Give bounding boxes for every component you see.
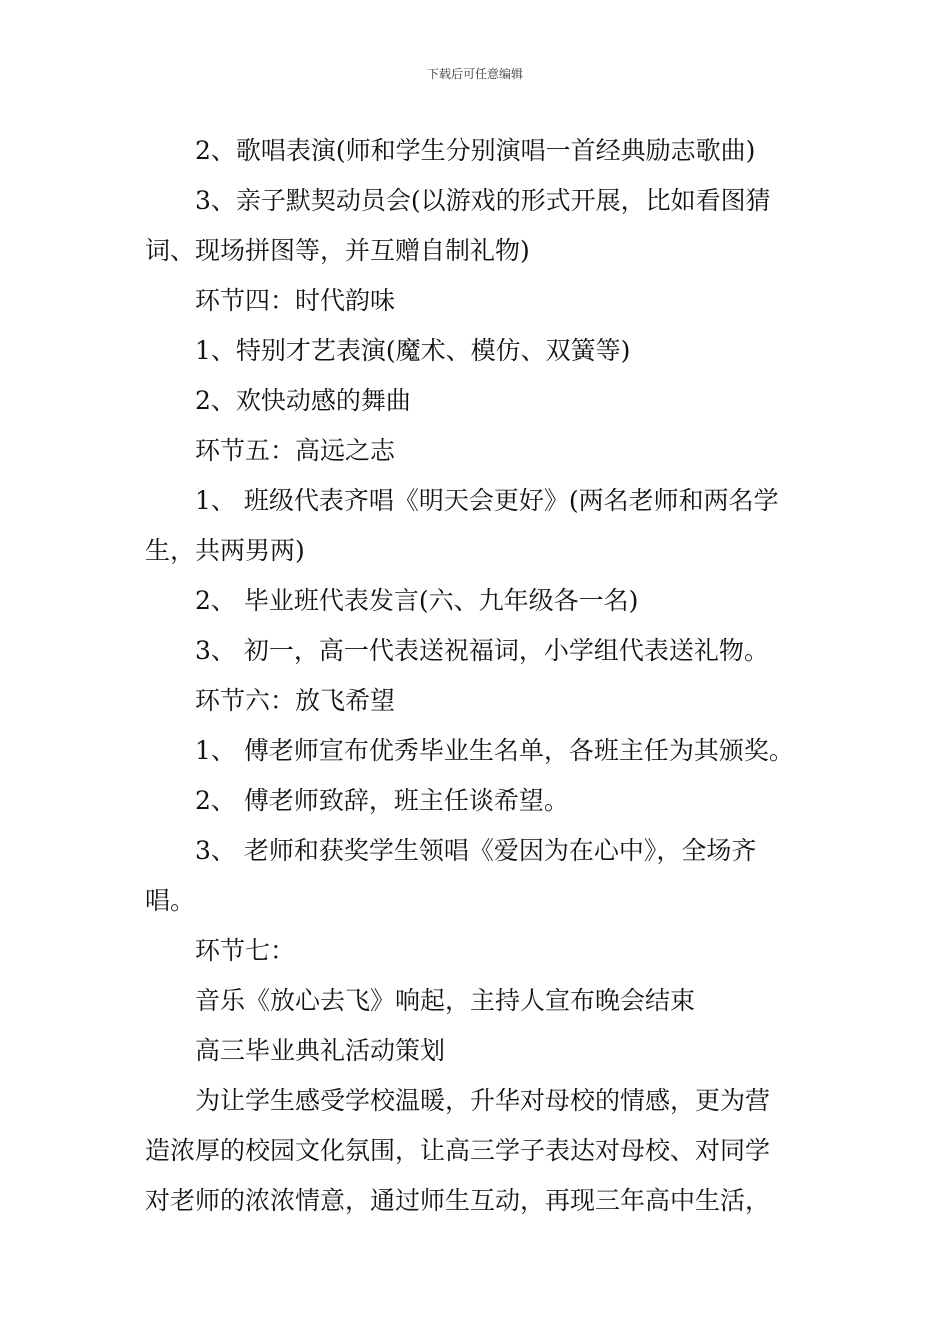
- text-line: 3、 老师和获奖学生领唱《爱因为在心中》，全场齐: [195, 836, 757, 865]
- text-line: 1、 傅老师宣布优秀毕业生名单，各班主任为其颁奖。: [195, 736, 794, 765]
- section-heading: 环节七：: [195, 936, 296, 965]
- text-line: 2、欢快动感的舞曲: [195, 386, 411, 415]
- text-line: 2、歌唱表演(师和学生分别演唱一首经典励志歌曲): [195, 136, 756, 165]
- text-line: 2、 毕业班代表发言(六、九年级各一名): [195, 586, 639, 615]
- text-line: 生，共两男两): [145, 536, 305, 565]
- text-line: 3、 初一，高一代表送祝福词，小学组代表送礼物。: [195, 636, 769, 665]
- text-line: 音乐《放心去飞》响起，主持人宣布晚会结束: [195, 986, 696, 1015]
- section-heading: 环节六：放飞希望: [195, 686, 396, 715]
- page-header: 下载后可任意编辑: [426, 67, 523, 81]
- text-line: 1、 班级代表齐唱《明天会更好》(两名老师和两名学: [195, 486, 779, 515]
- section-heading: 环节五：高远之志: [195, 436, 396, 465]
- text-line: 1、特别才艺表演(魔术、模仿、双簧等): [195, 336, 631, 365]
- text-line: 对老师的浓浓情意，通过师生互动，再现三年高中生活，: [145, 1186, 771, 1215]
- section-heading: 环节四：时代韵味: [195, 286, 396, 315]
- text-line: 造浓厚的校园文化氛围，让高三学子表达对母校、对同学: [145, 1136, 771, 1165]
- text-line: 2、 傅老师致辞，班主任谈希望。: [195, 786, 569, 815]
- section-heading: 高三毕业典礼活动策划: [195, 1036, 446, 1065]
- text-line: 词、现场拼图等，并互赠自制礼物): [145, 236, 530, 265]
- text-line: 3、亲子默契动员会(以游戏的形式开展，比如看图猜: [195, 186, 771, 215]
- text-line: 为让学生感受学校温暖，升华对母校的情感，更为营: [195, 1086, 771, 1115]
- document-body: [145, 126, 810, 1226]
- text-line: 唱。: [145, 886, 196, 915]
